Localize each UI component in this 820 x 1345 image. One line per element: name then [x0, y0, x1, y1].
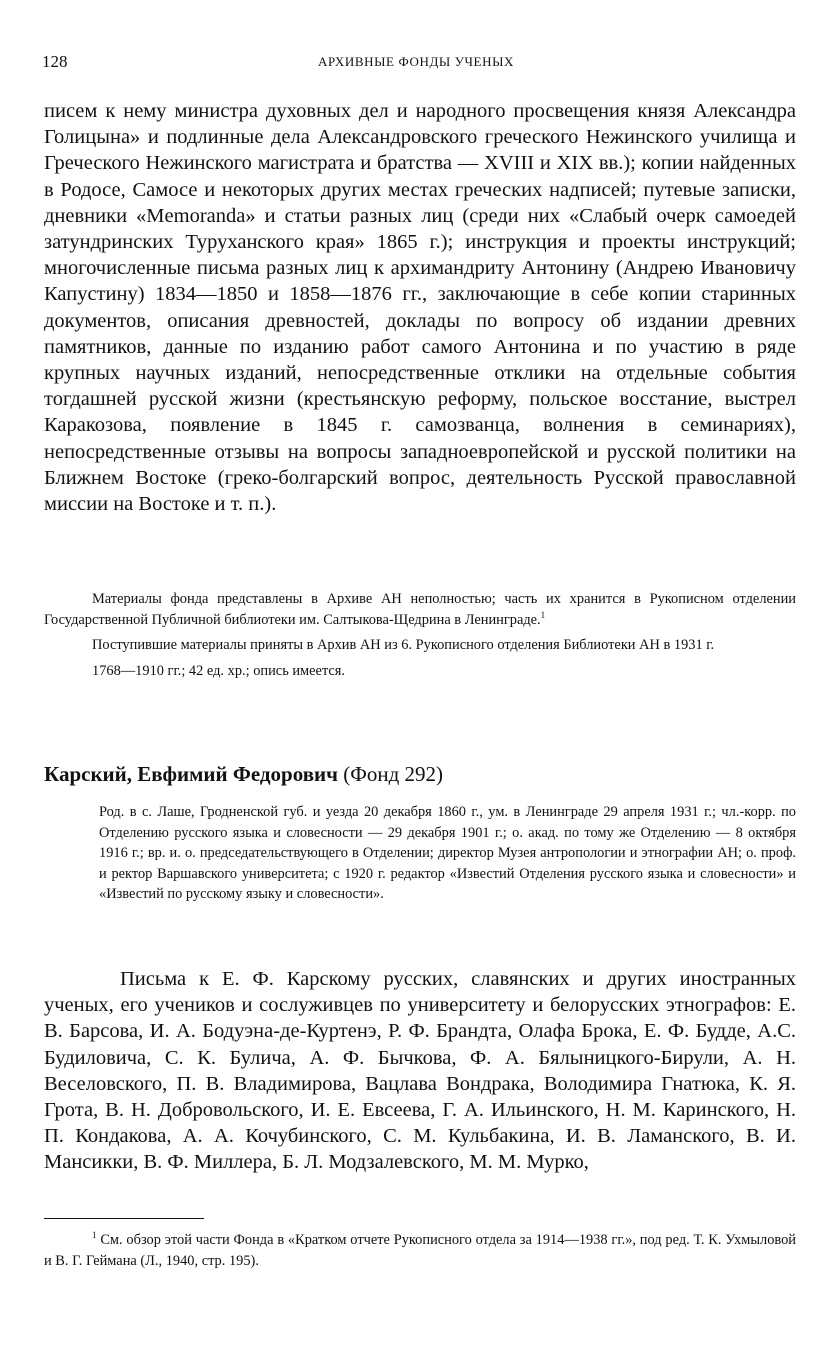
- footnote-text: См. обзор этой части Фонда в «Кратком отчете Рукописного отдела за 1914—1938 гг.», под ред. Т. К. Ухмыловой и В. Г. Геймана (Л., 1940, стр. 195).: [44, 1232, 796, 1269]
- entry-biography: [99, 802, 796, 905]
- footnote-rule: [44, 1218, 204, 1219]
- note-holdings-text: Материалы фонда представлены в Архиве АН неполностью; часть их хранится в Рукописном отделении Государственной Публичной библиотеки им. Салтыкова-Щедрина в Ленинграде.: [44, 591, 796, 628]
- entry-heading: [44, 762, 443, 787]
- running-title: АРХИВНЫЕ ФОНДЫ УЧЕНЫХ: [317, 54, 515, 69]
- footnote: [44, 1230, 796, 1271]
- entry-name: Карский, Евфимий Федорович: [44, 762, 338, 786]
- page-number: 128: [42, 52, 68, 71]
- note-extent: 1768—1910 гг.; 42 ед. хр.; опись имеется.: [92, 662, 346, 679]
- footnote-marker: 1: [92, 1230, 97, 1241]
- archive-notes: [44, 589, 796, 686]
- letters-text: Письма к Е. Ф. Карскому русских, славянских и других иностранных ученых, его учеников и сослуживцев по университету и белорусских этнографов: Е. В. Барсова, И. А. Бодуэна-де-Куртенэ, Р. Ф. Брандта, Олафа Брока, Е. Ф. Будде, А.С. Будиловича, С. К. Булича, А. Ф. Бычкова, Ф. А. Бялыницкого-Бирули, А. Н. Веселовского, П. В. Владимирова, Вацлава Вондрака, Володимира Гнатюка, К. Я. Грота, В. Н. Добровольского, И. Е. Евсеева, Г. А. Ильинского, Н. М. Каринского, Н. П. Кондакова, А. А. Кочубинского, С. М. Кульбакина, И. В. Ламанского, В. И. Мансикки, В. Ф. Миллера, Б. Л. Модзалевского, М. М. Мурко,: [44, 968, 796, 1174]
- footnote-ref: 1: [540, 609, 546, 620]
- footnote-paragraph: [44, 1230, 796, 1271]
- entry-description: [44, 966, 796, 1176]
- page-header: [42, 52, 790, 76]
- continued-paragraph: [44, 98, 796, 517]
- note-holdings: [44, 589, 796, 630]
- entry-fond: (Фонд 292): [343, 762, 443, 786]
- note-provenance: Поступившие материалы приняты в Архив АН из 6. Рукописного отделения Библиотеки АН в 1931 г.: [92, 637, 715, 653]
- paragraph-text: писем к нему министра духовных дел и народного просвещения князя Александра Голицына» и подлинные дела Александровского греческого Нежинского училища и Греческого Нежинского магистрата и братства — XVIII и XIX вв.); копии найденных в Родосе, Самосе и некоторых других местах греческих надписей; путевые записки, дневники «Memoranda» и статьи разных лиц (среди них «Слабый очерк самоедей затундринских Туруханского края» 1865 г.); инструкция и проекты инструкций; многочисленные письма разных лиц к архимандриту Антонину (Андрею Ивановичу Капустину) 1834—1850 и 1858—1876 гг., заключающие в себе копии старинных документов, описания древностей, доклады по вопросу об издании древних памятников, данные по изданию работ самого Антонина и по участию в ряде крупных научных изданий, непосредственные отклики на отдельные события тогдашней русской жизни (крестьянскую реформу, польское восстание, выстрел Каракозова, появление в 1845 г. самозванца, волнения в семинариях), непосредственные отзывы на вопросы западноевропейской и русской политики на Ближнем Востоке (греко-болгарский вопрос, деятельность Русской православной миссии на Востоке и т. п.).: [44, 100, 796, 516]
- biography-text: Род. в с. Лаше, Гродненской губ. и уезда 20 декабря 1860 г., ум. в Ленинграде 29 апреля 1931 г.; чл.-корр. по Отделению русского языка и словесности — 29 декабря 1901 г.; о. акад. по тому же Отделению — 8 октября 1916 г.; вр. и. о. председательствующего в Отделении; директор Музея антропологии и этнографии АН; о. проф. и ректор Варшавского университета; с 1920 г. редактор «Известий Отделения русского языка и словесности» и «Известий по русскому языку и словесности».: [99, 804, 796, 903]
